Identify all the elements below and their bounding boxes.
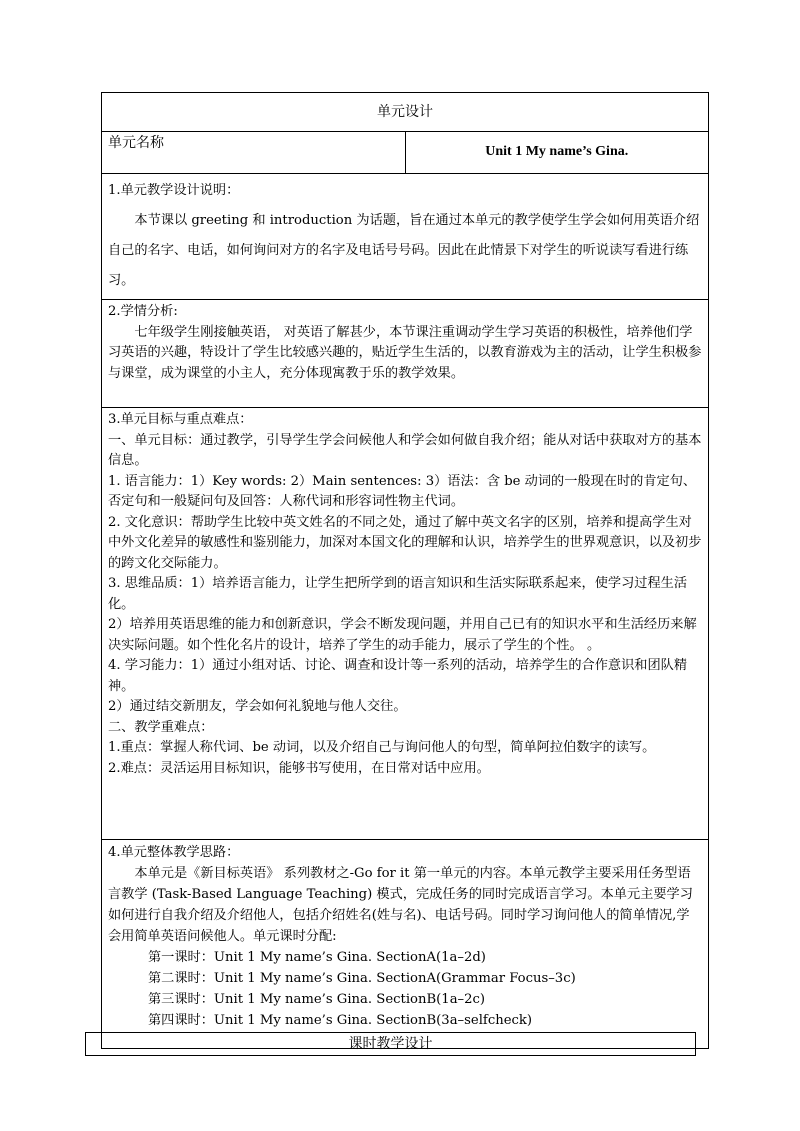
unit-name-row [102, 132, 709, 174]
section-paragraph: 本节课以 greeting 和 introduction 为话题，旨在通过本单元的教学使学生学会如何用英语介绍自己的名字、电话，如何询问对方的名字及电话号号码。因此在此情景下对学生的听说读写看进行练习。 [108, 213, 700, 288]
section-heading: 3.单元目标与重点难点： [108, 412, 253, 427]
lesson-item: 第三课时：Unit 1 My name’s Gina. SectionB(1a–2c) [148, 992, 486, 1007]
goal-line: 4. 学习能力：1）通过小组对话、讨论、调查和设计等一系列的活动，培养学生的合作意识和团队精神。 [108, 658, 688, 694]
section-student-analysis [102, 300, 709, 408]
goal-line: 一、单元目标：通过教学，引导学生学会问候他人和学会如何做自我介绍；能从对话中获取对方的基本信息。 [108, 432, 702, 468]
unit-design-table [101, 92, 709, 1049]
section-paragraph: 本单元是《新目标英语》 系列教材之-Go for it 第一单元的内容。本单元教学主要采用任务型语言教学 (Task-Based Language Teaching) 模式，完成任务的同时完成语言学习。本单元主要学习如何进行自我介绍及介绍他人，包括介绍姓名(姓与名)、电话号码。同时学习询问他人的简单情况,学会用简单英语问候他人。单元课时分配: [108, 866, 693, 944]
unit-name-label: 单元名称 [102, 132, 406, 174]
section-heading: 4.单元整体教学思路： [108, 845, 240, 860]
lesson-design-title: 课时教学设计 [85, 1032, 696, 1056]
section-heading: 2.学情分析: [108, 304, 178, 319]
goal-line: 2. 文化意识：帮助学生比较中英文姓名的不同之处，通过了解中英文名字的区别，培养和提高学生对中外文化差异的敏感性和鉴别能力，加深对本国文化的理解和认识，培养学生的世界观意识，以及初步的跨文化交际能力。 [108, 514, 702, 571]
unit-name-value: Unit 1 My name’s Gina. [405, 132, 709, 174]
goal-line: 2）通过结交新朋友，学会如何礼貌地与他人交往。 [108, 699, 407, 714]
lesson-item: 第四课时：Unit 1 My name’s Gina. SectionB(3a–selfcheck) [148, 1013, 533, 1028]
goal-line: 二、教学重难点： [108, 719, 214, 735]
goal-line: 3. 思维品质：1）培养语言能力，让学生把所学到的语言知识和生活实际联系起来，使学习过程生活化。 [108, 576, 688, 612]
goal-line: 1. 语言能力：1）Key words: 2）Main sentences: 3）语法：含 be 动词的一般现在时的肯定句、否定句和一般疑问句及回答：人称代词和形容词性物主代词。 [108, 473, 697, 509]
section-heading: 1.单元教学设计说明： [108, 183, 240, 198]
goal-line: 2）培养用英语思维的能力和创新意识，学会不断发现问题，并用自己已有的知识水平和生活经历来解决实际问题。如个性化名片的设计，培养了学生的动手能力，展示了学生的个性。 。 [108, 617, 697, 653]
lesson-item: 第二课时：Unit 1 My name’s Gina. SectionA(Grammar Focus–3c) [148, 971, 576, 986]
goal-line: 1.重点：掌握人称代词、be 动词，以及介绍自己与询问他人的句型，简单阿拉伯数字的读写。 [108, 740, 656, 755]
table-title: 单元设计 [102, 93, 709, 132]
lesson-item: 第一课时：Unit 1 My name’s Gina. SectionA(1a–2d) [148, 950, 486, 965]
section-design-notes [102, 174, 709, 300]
section-teaching-approach [102, 840, 709, 1049]
section-paragraph: 七年级学生刚接触英语， 对英语了解甚少，本节课注重调动学生学习英语的积极性，培养他们学习英语的兴趣，特设计了学生比较感兴趣的，贴近学生生活的，以教育游戏为主的活动，让学生积极参与课堂，成为课堂的小主人，充分体现寓教于乐的教学效果。 [108, 324, 702, 381]
section-goals [102, 408, 709, 840]
title-row [102, 93, 709, 132]
goal-line: 2.难点：灵活运用目标知识，能够书写使用，在日常对话中应用。 [108, 760, 490, 776]
